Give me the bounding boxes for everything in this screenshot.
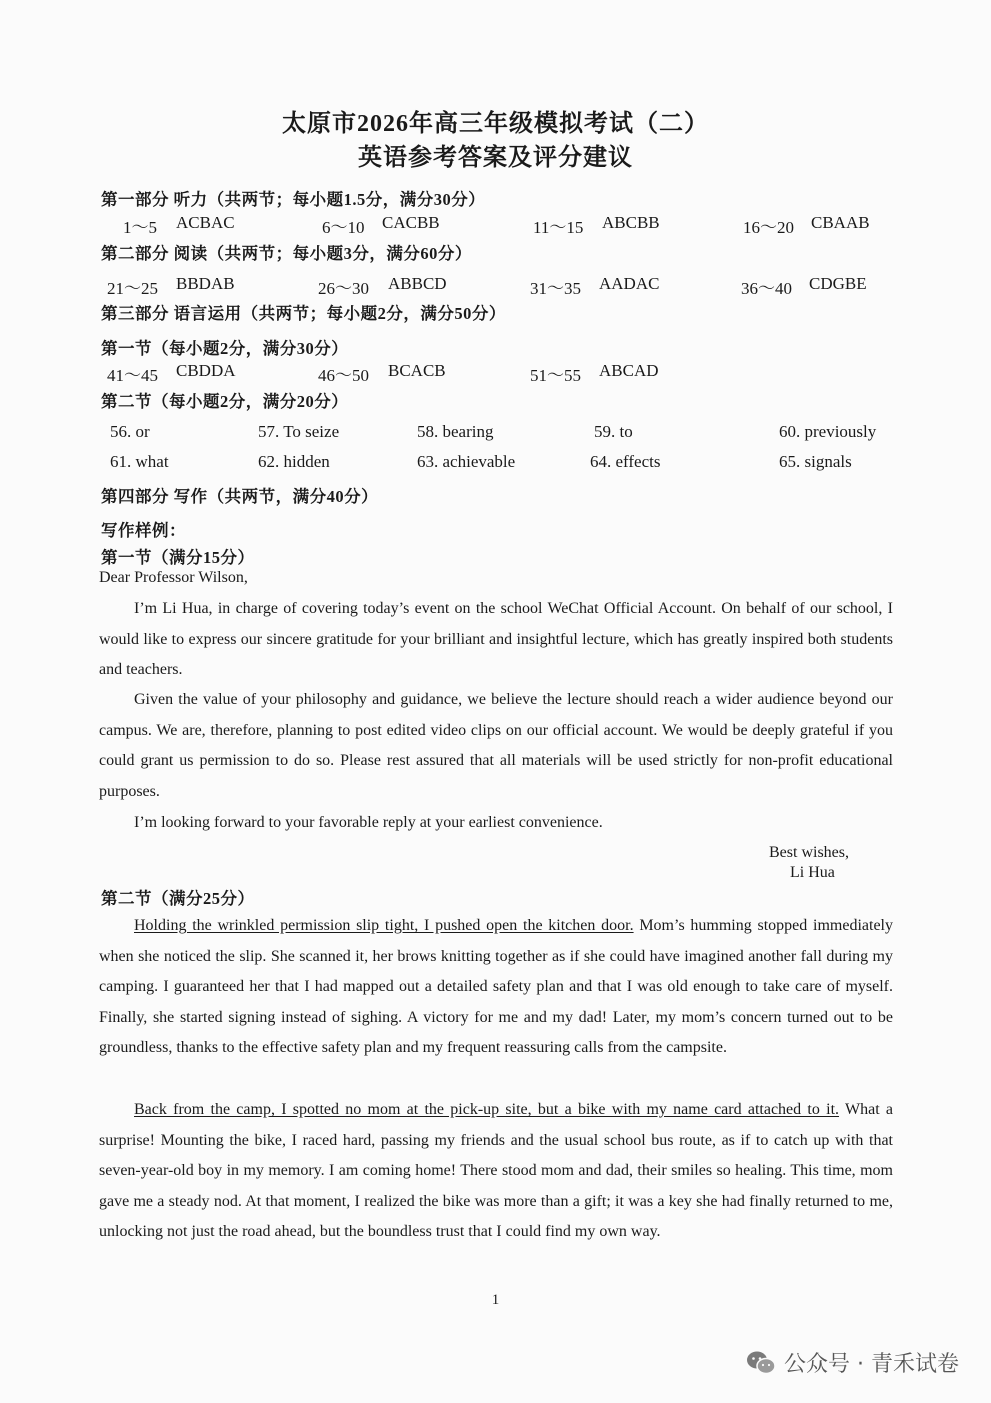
wechat-icon <box>746 1350 776 1376</box>
answer-item: 65. signals <box>779 452 852 471</box>
part3-section1-heading: 第一节（每小题2分，满分30分） <box>101 339 349 358</box>
answer-range: 6～10 <box>322 218 365 237</box>
answer-item: 56. or <box>110 422 150 441</box>
document-subtitle: 英语参考答案及评分建议 <box>358 145 633 171</box>
story-opening-sentence: Back from the camp, I spotted no mom at the pick-up site, but a bike with my name card attached to it. <box>134 1101 840 1118</box>
story-text: What a surprise! Mounting the bike, I raced hard, passing my friends and the usual school bus route, as if to catch up with that seven-year-old boy in my memory. I am coming home! There stood mom and dad, their smiles so healing. This time, mom gave me a steady nod. At that moment, I realized the bike was more than a gift; it was a key she had finally returned to me, unlocking not just the road ahead, but the boundless trust that I could find my own way. <box>99 1101 893 1241</box>
story-opening-sentence: Holding the wrinkled permission slip tight, I pushed open the kitchen door. <box>134 917 634 934</box>
part1-heading: 第一部分 听力（共两节；每小题1.5分，满分30分） <box>101 190 486 209</box>
answer-key: ABCBB <box>602 213 660 232</box>
answer-item: 57. To seize <box>258 422 340 441</box>
part2-heading: 第二部分 阅读（共两节；每小题3分，满分60分） <box>101 244 472 263</box>
answer-item: 64. effects <box>590 452 661 471</box>
answer-range: 41～45 <box>107 366 158 385</box>
answer-key: BBDAB <box>176 274 235 293</box>
answer-key: BCACB <box>388 361 446 380</box>
document-title: 太原市2026年高三年级模拟考试（二） <box>282 111 709 137</box>
part3-section2-heading: 第二节（每小题2分，满分20分） <box>101 392 349 411</box>
answer-range: 11～15 <box>533 218 584 237</box>
answer-item: 62. hidden <box>258 452 330 471</box>
answer-range: 26～30 <box>318 279 369 298</box>
answer-key: ABCAD <box>599 361 659 380</box>
answer-range: 51～55 <box>530 366 581 385</box>
answer-key: CBDDA <box>176 361 236 380</box>
story-paragraph <box>99 911 893 1064</box>
answer-range: 1～5 <box>123 218 157 237</box>
writing-sample-label: 写作样例： <box>101 521 186 540</box>
answer-item: 58. bearing <box>417 422 494 441</box>
letter-greeting: Dear Professor Wilson, <box>99 569 248 586</box>
part4-heading: 第四部分 写作（共两节，满分40分） <box>101 487 379 506</box>
letter-paragraph: I’m Li Hua, in charge of covering today’s event on the school WeChat Official Account. On behalf of our school, I would like to express our sincere gratitude for your brilliant and insightful lecture, which has greatly inspired both students and teachers. <box>99 600 893 679</box>
answer-item: 59. to <box>594 422 633 441</box>
watermark <box>746 1347 959 1378</box>
writing-section2-heading: 第二节（满分25分） <box>101 889 255 908</box>
answer-range: 31～35 <box>530 279 581 298</box>
answer-item: 61. what <box>110 452 169 471</box>
answer-key: ACBAC <box>176 213 235 232</box>
letter-paragraph: I’m looking forward to your favorable reply at your earliest convenience. <box>134 814 603 831</box>
answer-range: 46～50 <box>318 366 369 385</box>
answer-range: 16～20 <box>743 218 794 237</box>
answer-key: CACBB <box>382 213 440 232</box>
answer-item: 63. achievable <box>417 452 516 471</box>
story-paragraph <box>99 1095 893 1248</box>
letter-closing: Best wishes, <box>769 844 849 861</box>
answer-item: 60. previously <box>779 422 877 441</box>
letter-signature: Li Hua <box>790 864 835 881</box>
story-text: Mom’s humming stopped immediately when she noticed the slip. She scanned it, her brows knitting together as if she could have imagined another fall during my camping. I guaranteed her that I had mapped out a detailed safety plan and that I was old enough to take care of myself. Finally, she started signing instead of sighing. A victory for me and my dad! Later, my mom’s concern turned out to be groundless, thanks to the effective safety plan and my frequent reassuring calls from the campsite. <box>99 917 893 1057</box>
watermark-text: 公众号 · 青禾试卷 <box>784 1352 959 1377</box>
answer-range: 21～25 <box>107 279 158 298</box>
letter-paragraph: Given the value of your philosophy and guidance, we believe the lecture should reach a wider audience beyond our campus. We are, therefore, planning to post edited video clips on our official account. We would be deeply grateful if you could grant us permission to do so. Please rest assured that all materials will be used strictly for non-profit educational purposes. <box>99 691 893 800</box>
part3-heading: 第三部分 语言运用（共两节；每小题2分，满分50分） <box>101 304 506 323</box>
writing-section1-heading: 第一节（满分15分） <box>101 548 255 567</box>
page-number: 1 <box>491 1292 500 1308</box>
answer-key: AADAC <box>599 274 660 293</box>
answer-range: 36～40 <box>741 279 792 298</box>
answer-key: CBAAB <box>811 213 870 232</box>
answer-key: CDGBE <box>809 274 867 293</box>
answer-key: ABBCD <box>388 274 447 293</box>
